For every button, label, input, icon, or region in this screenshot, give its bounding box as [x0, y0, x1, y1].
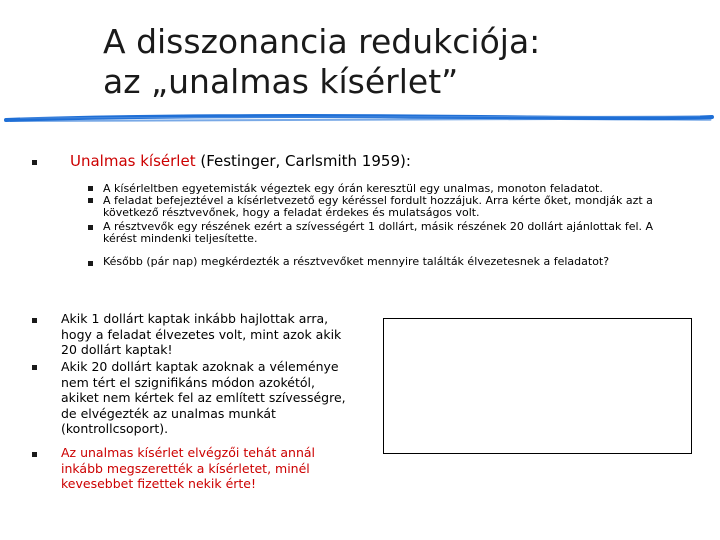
- main-bullet-icon: [32, 160, 37, 165]
- finding-bullet-icon: [32, 452, 37, 457]
- brush-divider: [0, 112, 720, 126]
- finding-2: Akik 20 dollárt kaptak azoknak a véleménye nem tért el szignifikáns módon azokétól, akiket nem kértek fel az említett szívességre, de elvégezték az unalmas munkát (kontrollcsoport).: [61, 359, 346, 436]
- main-point-rest: (Festinger, Carlsmith 1959):: [195, 152, 411, 170]
- main-point-highlight: Unalmas kísérlet: [70, 152, 196, 170]
- finding-bullet-icon: [32, 318, 37, 323]
- sub-point-2: A feladat befejeztével a kísérletvezető egy kéréssel fordult hozzájuk. Arra kérte őket, mondják azt a következő résztvevőnek, hogy a feladat érdekes és mulatságos volt.: [103, 194, 653, 219]
- sub-bullet-icon: [88, 198, 93, 203]
- sub-bullet-icon: [88, 186, 93, 191]
- finding-bullet-icon: [32, 365, 37, 370]
- main-point: [70, 152, 411, 170]
- title-line-2: az „unalmas kísérlet”: [103, 62, 459, 101]
- sub-point-4: Később (pár nap) megkérdezték a résztvevőket mennyire találták élvezetesnek a feladatot?: [103, 255, 610, 268]
- image-placeholder-box: [383, 318, 692, 454]
- finding-1: Akik 1 dollárt kaptak inkább hajlottak arra, hogy a feladat élvezetes volt, mint azok akik 20 dollárt kaptak!: [61, 311, 342, 357]
- slide-title: [103, 22, 703, 102]
- sub-bullet-icon: [88, 261, 93, 266]
- sub-point-3: A résztvevők egy részének ezért a szívességért 1 dollárt, másik részének 20 dollárt ajánlottak fel. A kérést mindenki teljesítette.: [103, 220, 654, 245]
- sub-point-1: A kísérleltben egyetemisták végeztek egy órán keresztül egy unalmas, monoton feladatot.: [103, 182, 603, 195]
- sub-bullet-icon: [88, 225, 93, 230]
- title-line-1: A disszonancia redukciója:: [103, 22, 541, 61]
- finding-3: Az unalmas kísérlet elvégzői tehát annál inkább megszerették a kísérletet, minél kevesebbet fizettek nekik érte!: [61, 445, 316, 491]
